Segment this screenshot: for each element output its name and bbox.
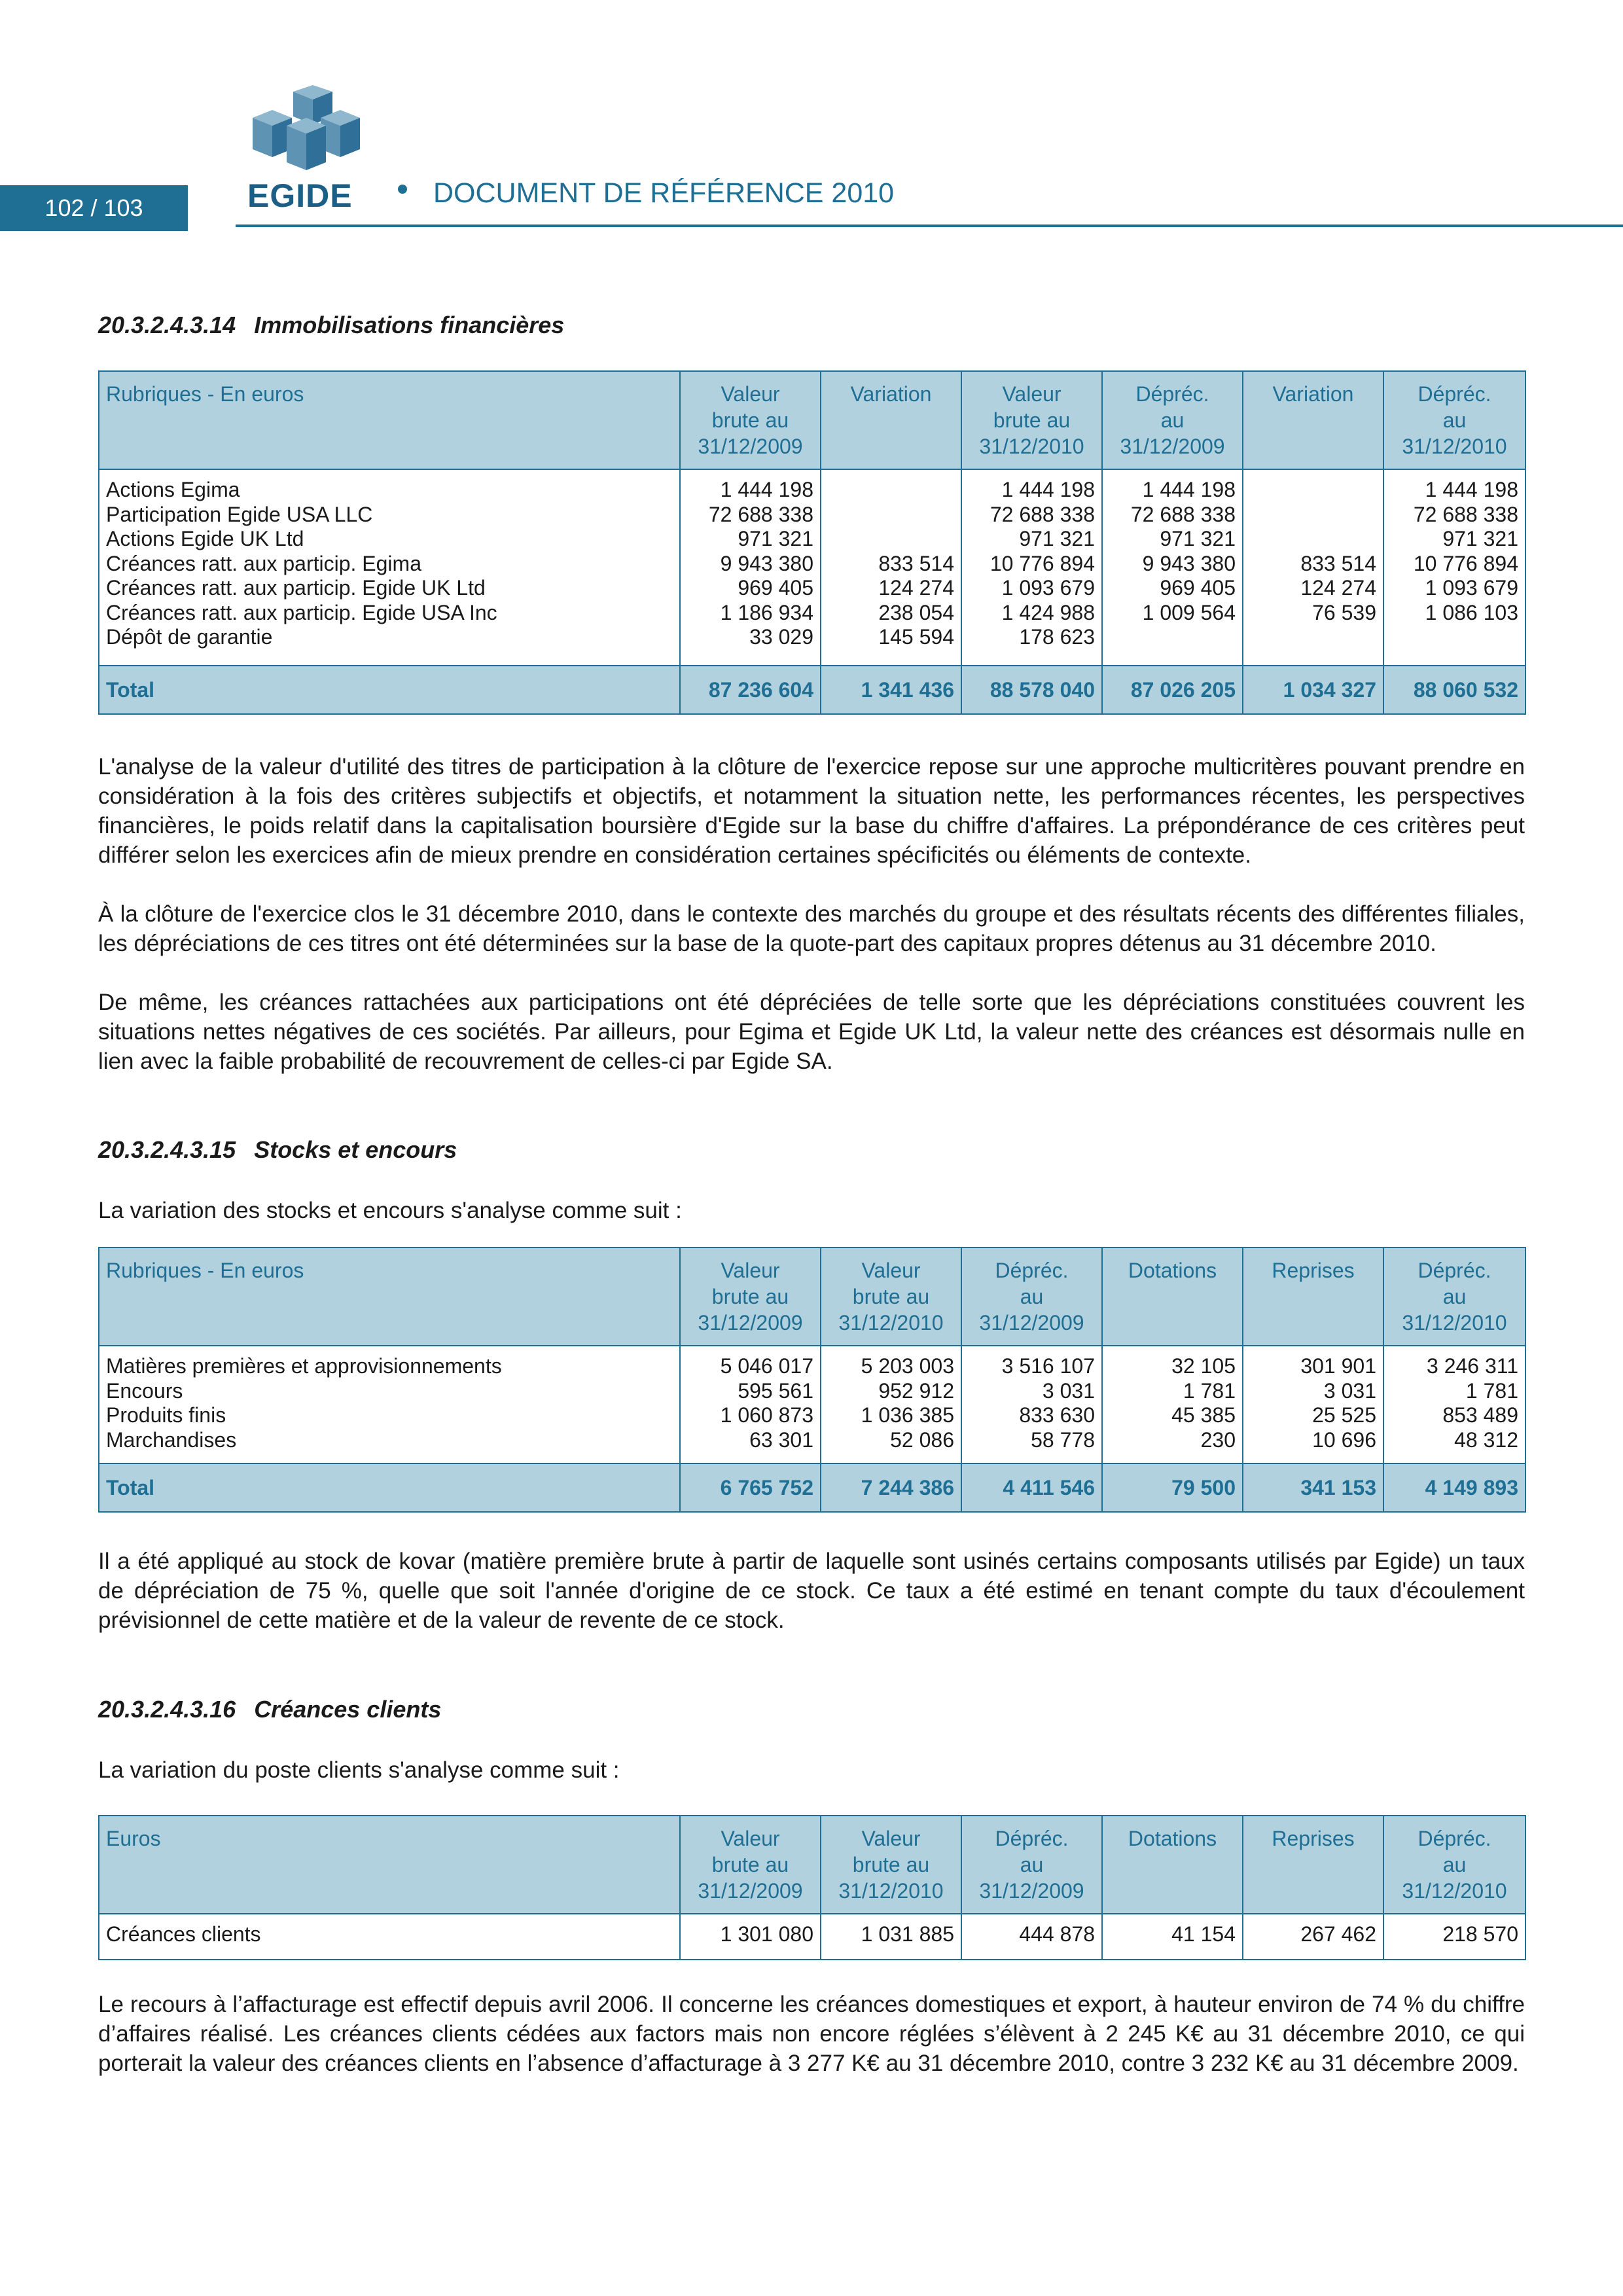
- total-value: 88 578 040: [961, 666, 1102, 714]
- row-label: Marchandises: [106, 1427, 237, 1452]
- cell-value: 971 321: [1442, 527, 1518, 550]
- column-header: [1243, 1816, 1383, 1914]
- column-header-text: 31/12/2009: [1120, 435, 1225, 458]
- column-header-text: au: [1442, 1853, 1467, 1876]
- section-heading: [98, 1136, 457, 1164]
- cell-value: [828, 478, 954, 503]
- cell-value: 124 274: [878, 576, 954, 600]
- column-header-text: 31/12/2010: [838, 1879, 944, 1903]
- cell-value: 3 031: [1323, 1378, 1376, 1403]
- section-title: Stocks et encours: [254, 1136, 457, 1163]
- values-cell: [1243, 469, 1383, 666]
- column-header: [821, 371, 961, 469]
- values-cell: [961, 469, 1102, 666]
- column-header: [99, 371, 680, 469]
- values-cell: [1243, 1914, 1383, 1960]
- column-header-text: 31/12/2009: [698, 1879, 803, 1903]
- cell-value: 72 688 338: [708, 502, 813, 526]
- column-header-text: au: [1442, 408, 1467, 432]
- section-number: 20.3.2.4.3.15: [98, 1136, 236, 1163]
- cell-value: 971 321: [738, 527, 813, 550]
- column-header-text: Rubriques - En euros: [106, 1259, 304, 1282]
- values-cell: [1383, 1914, 1525, 1960]
- column-header: [961, 371, 1102, 469]
- row-labels-cell: [99, 469, 680, 666]
- cell-value: 971 321: [1019, 527, 1095, 550]
- column-header-text: 31/12/2010: [838, 1311, 944, 1335]
- cell-value: [1391, 625, 1518, 650]
- cell-value: 3 516 107: [1001, 1354, 1095, 1378]
- section-heading: [98, 312, 564, 339]
- values-cell: [680, 1914, 821, 1960]
- cell-value: 124 274: [1300, 576, 1376, 600]
- cell-value: [1250, 503, 1376, 528]
- cell-value: 971 321: [1160, 527, 1236, 550]
- column-header-text: au: [1020, 1853, 1044, 1876]
- column-header: [821, 1816, 961, 1914]
- column-header: [99, 1816, 680, 1914]
- cell-value: 833 514: [878, 551, 954, 575]
- column-header-text: Valeur: [861, 1827, 921, 1850]
- column-header-text: Dotations: [1128, 1259, 1217, 1282]
- column-header-text: Valeur: [1002, 382, 1061, 406]
- column-header-text: Valeur: [861, 1259, 921, 1282]
- paragraph: Il a été appliqué au stock de kovar (matière première brute à partir de laquelle sont usinés certains composants utilisés par Egide) un taux de dépréciation de 75 %, quelle que soit l'année d'origine de ce stock. Ce taux a été estimé en tenant compte du taux d'écoulement prévisionnel de cette matière et de la valeur de revente de ce stock.: [98, 1549, 1525, 1633]
- column-header: [1102, 371, 1243, 469]
- total-value: 341 153: [1243, 1463, 1383, 1512]
- values-cell: [821, 1914, 961, 1960]
- total-value: 79 500: [1102, 1463, 1243, 1512]
- cell-value: 72 688 338: [1130, 502, 1236, 526]
- cell-value: [1250, 527, 1376, 552]
- cell-value: 952 912: [878, 1378, 954, 1403]
- table-total-row: [99, 1463, 1525, 1512]
- values-cell: [1383, 1346, 1525, 1463]
- column-header-text: au: [1160, 408, 1185, 432]
- cell-value: 1 186 934: [720, 600, 813, 624]
- row-label: Dépôt de garantie: [106, 625, 273, 649]
- cell-value: 52 086: [890, 1427, 954, 1452]
- financial-assets-table: [98, 370, 1526, 715]
- total-value: 1 341 436: [821, 666, 961, 714]
- column-header-text: 31/12/2009: [979, 1311, 1084, 1335]
- column-header-text: brute au: [852, 1853, 930, 1876]
- column-header-text: brute au: [711, 408, 789, 432]
- table-header-row: [99, 1247, 1525, 1346]
- page-number: 102 / 103: [45, 194, 143, 221]
- table-body-row: [99, 1346, 1525, 1463]
- total-value: 4 411 546: [961, 1463, 1102, 1512]
- cell-value: 63 301: [749, 1427, 813, 1452]
- cell-value: 1 093 679: [1425, 576, 1518, 600]
- column-header: [680, 1247, 821, 1346]
- column-header-text: 31/12/2010: [979, 435, 1084, 458]
- column-header-text: brute au: [711, 1853, 789, 1876]
- cell-value: 72 688 338: [990, 502, 1095, 526]
- column-header-text: 31/12/2010: [1402, 1879, 1507, 1903]
- cell-value: 3 031: [1042, 1378, 1095, 1403]
- row-label: Actions Egide UK Ltd: [106, 527, 304, 550]
- section-heading: [98, 1696, 441, 1723]
- paragraph: L'analyse de la valeur d'utilité des titres de participation à la clôture de l'exercice repose sur une approche multicritères pouvant prendre en considération à la fois des critères subjectifs et objectifs, et notamment la situation nette, les performances récentes, les perspectives financières, le poids relatif dans la capitalisation boursière d'Egide sur la base du chiffre d'affaires. La prépondérance de ces critères peut différer selon les exercices afin de mieux prendre en considération certaines spécificités ou éléments de contexte.: [98, 754, 1525, 868]
- total-value: 4 149 893: [1383, 1463, 1525, 1512]
- column-header: [1383, 1816, 1525, 1914]
- cell-value: [828, 527, 954, 552]
- column-header-text: Valeur: [721, 382, 780, 406]
- column-header: [1243, 371, 1383, 469]
- cell-value: 32 105: [1171, 1354, 1236, 1378]
- receivables-table: [98, 1815, 1526, 1960]
- values-cell: [1102, 1914, 1243, 1960]
- section-number: 20.3.2.4.3.16: [98, 1696, 236, 1723]
- column-header-text: Dépréc.: [995, 1259, 1069, 1282]
- column-header-text: au: [1020, 1285, 1044, 1308]
- bullet-icon: [398, 185, 407, 194]
- cell-value: 25 525: [1312, 1403, 1376, 1427]
- column-header-text: brute au: [993, 408, 1071, 432]
- stocks-table: [98, 1247, 1526, 1513]
- column-header: [680, 371, 821, 469]
- values-cell: [961, 1346, 1102, 1463]
- cell-value: 45 385: [1171, 1403, 1236, 1427]
- total-value: 7 244 386: [821, 1463, 961, 1512]
- intro-text: La variation des stocks et encours s'analyse comme suit :: [98, 1198, 682, 1223]
- row-label: Matières premières et approvisionnements: [106, 1354, 502, 1378]
- cell-value: 1 444 198: [720, 478, 813, 501]
- cell-value: [828, 503, 954, 528]
- row-label: Produits finis: [106, 1403, 226, 1427]
- row-label: Créances ratt. aux particip. Egide USA Inc: [106, 600, 497, 624]
- cell-value: 301 901: [1300, 1354, 1376, 1378]
- cell-value: 1 036 385: [861, 1403, 954, 1427]
- cell-value: 5 046 017: [720, 1354, 813, 1378]
- column-header-text: Dépréc.: [1418, 382, 1491, 406]
- cell-value: 72 688 338: [1413, 502, 1518, 526]
- cell-value: 969 405: [738, 576, 813, 600]
- cell-value: 1 424 988: [1001, 600, 1095, 624]
- column-header-text: 31/12/2009: [979, 1879, 1084, 1903]
- cell-value: [1250, 478, 1376, 503]
- paragraph: Le recours à l’affacturage est effectif depuis avril 2006. Il concerne les créances domestiques et export, à hauteur environ de 74 % du chiffre d’affaires réalisé. Les créances clients cédées aux factors mais non encore réglées s’élèvent à 2 245 K€ au 31 décembre 2010, ce qui porterait la valeur des créances clients en l’absence d’affacturage à 3 277 K€ au 31 décembre 2010, contre 3 232 K€ au 31 décembre 2009.: [98, 1992, 1525, 2076]
- cell-value: 41 154: [1171, 1922, 1236, 1946]
- cell-value: 9 943 380: [1142, 551, 1236, 575]
- column-header-text: brute au: [711, 1285, 789, 1308]
- row-labels-cell: [99, 1914, 680, 1960]
- cell-value: 833 514: [1300, 551, 1376, 575]
- total-value: 88 060 532: [1383, 666, 1525, 714]
- section-number: 20.3.2.4.3.14: [98, 312, 236, 338]
- column-header-text: Variation: [1272, 382, 1354, 406]
- total-value: 87 236 604: [680, 666, 821, 714]
- column-header-text: Euros: [106, 1827, 161, 1850]
- column-header-text: 31/12/2009: [698, 435, 803, 458]
- column-header-text: Dépréc.: [1135, 382, 1209, 406]
- cell-value: 1 781: [1465, 1378, 1518, 1403]
- cell-value: 1 444 198: [1001, 478, 1095, 501]
- row-label: Participation Egide USA LLC: [106, 502, 373, 526]
- table-body-row: [99, 1914, 1525, 1960]
- column-header-text: Rubriques - En euros: [106, 382, 304, 406]
- row-label: Créances ratt. aux particip. Egide UK Ltd: [106, 576, 486, 600]
- cell-value: 1 781: [1183, 1378, 1236, 1403]
- column-header-text: Dépréc.: [1418, 1259, 1491, 1282]
- column-header-text: 31/12/2010: [1402, 435, 1507, 458]
- total-label: Total: [99, 666, 680, 714]
- paragraph: À la clôture de l'exercice clos le 31 décembre 2010, dans le contexte des marchés du groupe et des résultats récents des différentes filiales, les dépréciations de ces titres ont été déterminées sur la base de la quote-part des capitaux propres détenus au 31 décembre 2010.: [98, 901, 1525, 956]
- values-cell: [1102, 1346, 1243, 1463]
- column-header: [961, 1247, 1102, 1346]
- cell-value: 444 878: [1019, 1922, 1095, 1946]
- cell-value: [1250, 625, 1376, 650]
- cell-value: 145 594: [878, 625, 954, 649]
- document-title: DOCUMENT DE RÉFÉRENCE 2010: [433, 177, 895, 209]
- cell-value: 33 029: [749, 625, 813, 649]
- paragraph: De même, les créances rattachées aux participations ont été dépréciées de telle sorte que les dépréciations constituées couvrent les situations nettes négatives de ces sociétés. Par ailleurs, pour Egima et Egide UK Ltd, la valeur nette des créances est désormais nulle en lien avec la faible probabilité de recouvrement de celles-ci par Egide SA.: [98, 990, 1525, 1074]
- values-cell: [1102, 469, 1243, 666]
- cell-value: 10 776 894: [1413, 551, 1518, 575]
- cell-value: 238 054: [878, 600, 954, 624]
- values-cell: [680, 469, 821, 666]
- column-header: [1102, 1247, 1243, 1346]
- cell-value: 1 060 873: [720, 1403, 813, 1427]
- cell-value: 48 312: [1454, 1427, 1518, 1452]
- cell-value: 267 462: [1300, 1922, 1376, 1946]
- column-header: [99, 1247, 680, 1346]
- cell-value: 1 444 198: [1425, 478, 1518, 501]
- values-cell: [821, 469, 961, 666]
- intro-text: La variation du poste clients s'analyse comme suit :: [98, 1757, 620, 1783]
- cell-value: 5 203 003: [861, 1354, 954, 1378]
- section-title: Créances clients: [254, 1696, 442, 1723]
- column-header-text: Dépréc.: [1418, 1827, 1491, 1850]
- cell-value: 10 776 894: [990, 551, 1095, 575]
- values-cell: [680, 1346, 821, 1463]
- cell-value: 1 444 198: [1142, 478, 1236, 501]
- cell-value: 76 539: [1312, 600, 1376, 624]
- column-header: [680, 1816, 821, 1914]
- cell-value: 178 623: [1019, 625, 1095, 649]
- column-header-text: au: [1442, 1285, 1467, 1308]
- values-cell: [821, 1346, 961, 1463]
- column-header: [821, 1247, 961, 1346]
- row-label: Actions Egima: [106, 478, 240, 501]
- column-header: [1102, 1816, 1243, 1914]
- cell-value: 1 009 564: [1142, 600, 1236, 624]
- column-header-text: brute au: [852, 1285, 930, 1308]
- cell-value: 1 093 679: [1001, 576, 1095, 600]
- cell-value: 3 246 311: [1427, 1354, 1518, 1378]
- column-header: [1243, 1247, 1383, 1346]
- column-header-text: 31/12/2009: [698, 1311, 803, 1335]
- cell-value: 218 570: [1442, 1922, 1518, 1946]
- column-header-text: Dépréc.: [995, 1827, 1069, 1850]
- section-title: Immobilisations financières: [254, 312, 565, 338]
- cell-value: 10 696: [1312, 1427, 1376, 1452]
- table-header-row: [99, 371, 1525, 469]
- cell-value: [1109, 625, 1236, 650]
- cell-value: 595 561: [738, 1378, 813, 1403]
- total-label: Total: [99, 1463, 680, 1512]
- row-labels-cell: [99, 1346, 680, 1463]
- values-cell: [961, 1914, 1102, 1960]
- column-header-text: Dotations: [1128, 1827, 1217, 1850]
- values-cell: [1383, 469, 1525, 666]
- row-label: Créances ratt. aux particip. Egima: [106, 551, 421, 575]
- column-header-text: Valeur: [721, 1827, 780, 1850]
- table-body-row: [99, 469, 1525, 666]
- column-header-text: Variation: [850, 382, 932, 406]
- cell-value: 1 301 080: [720, 1922, 813, 1946]
- column-header-text: Reprises: [1272, 1827, 1355, 1850]
- table-header-row: [99, 1816, 1525, 1914]
- values-cell: [1243, 1346, 1383, 1463]
- cell-value: 833 630: [1019, 1403, 1095, 1427]
- row-label: Encours: [106, 1378, 183, 1403]
- column-header-text: Reprises: [1272, 1259, 1355, 1282]
- column-header-text: Valeur: [721, 1259, 780, 1282]
- header-rule: [236, 224, 1623, 227]
- egide-logo-text: EGIDE: [247, 177, 353, 214]
- total-value: 1 034 327: [1243, 666, 1383, 714]
- table-total-row: [99, 666, 1525, 714]
- total-value: 6 765 752: [680, 1463, 821, 1512]
- cell-value: 230: [1200, 1427, 1236, 1452]
- cell-value: 9 943 380: [720, 551, 813, 575]
- cell-value: 1 031 885: [861, 1922, 954, 1946]
- column-header-text: 31/12/2010: [1402, 1311, 1507, 1335]
- row-label: Créances clients: [106, 1922, 261, 1946]
- cell-value: 853 489: [1442, 1403, 1518, 1427]
- column-header: [1383, 1247, 1525, 1346]
- cell-value: 58 778: [1031, 1427, 1095, 1452]
- column-header: [961, 1816, 1102, 1914]
- column-header: [1383, 371, 1525, 469]
- total-value: 87 026 205: [1102, 666, 1243, 714]
- cell-value: 969 405: [1160, 576, 1236, 600]
- page-number-badge: [0, 185, 188, 231]
- cell-value: 1 086 103: [1425, 600, 1518, 624]
